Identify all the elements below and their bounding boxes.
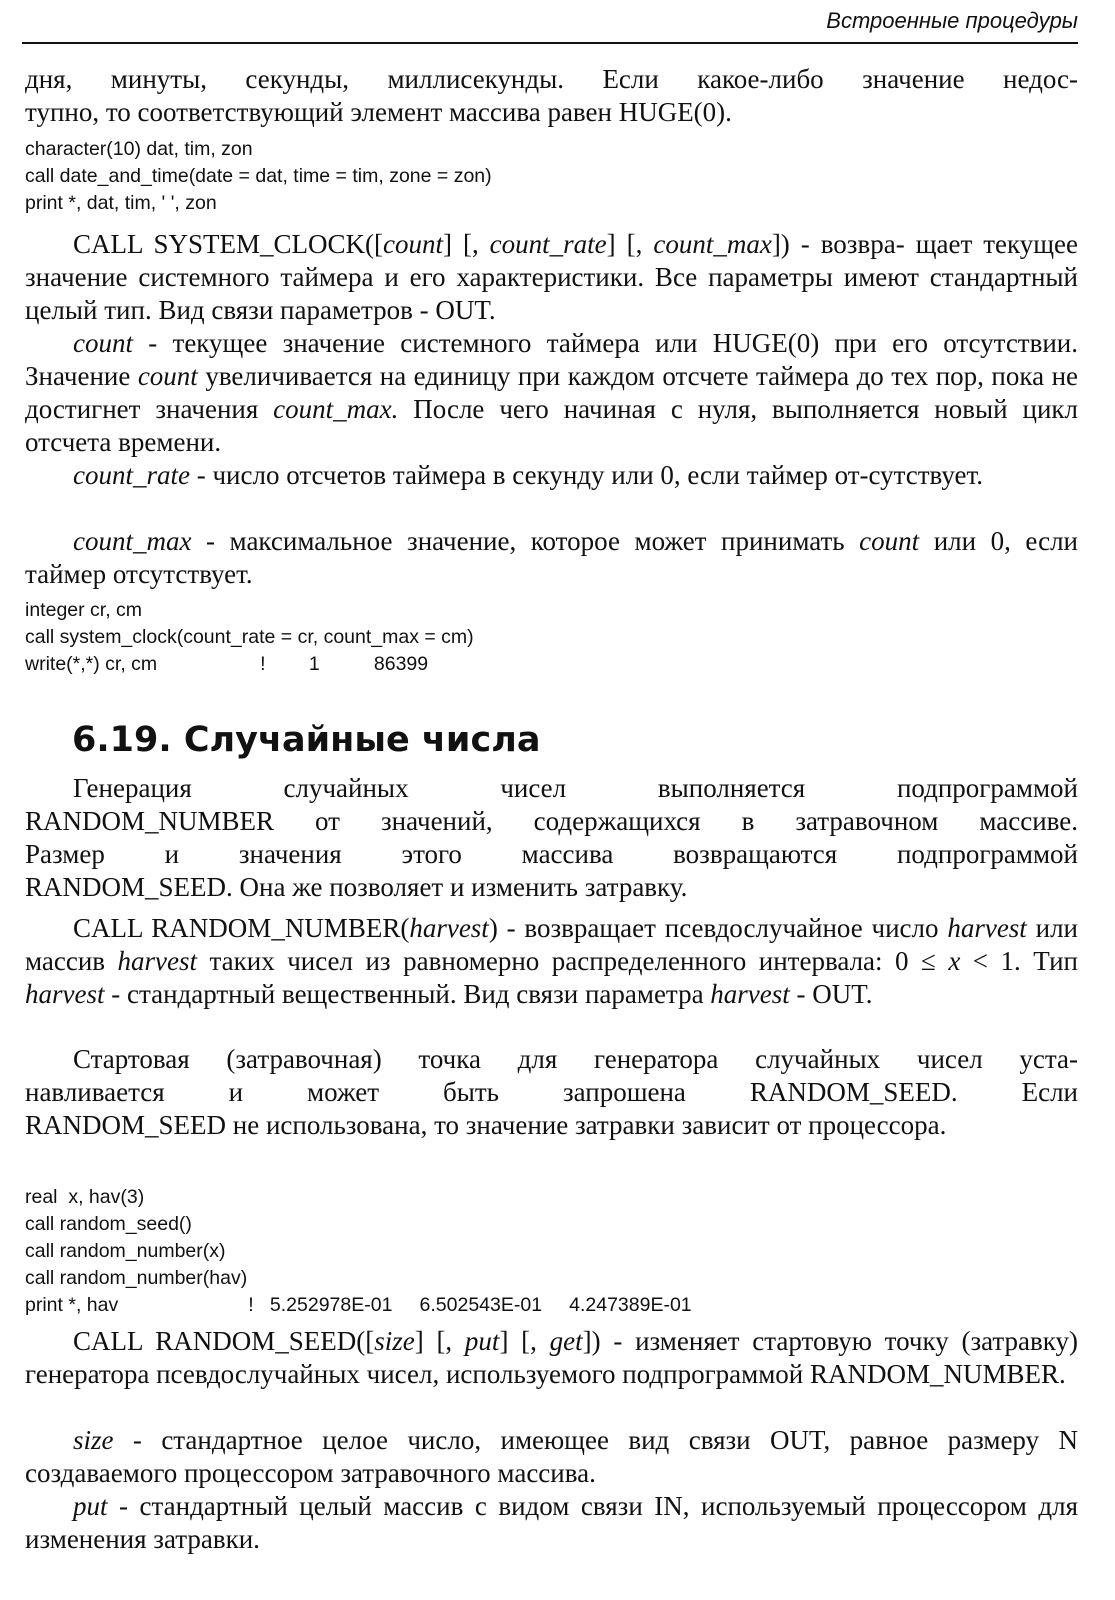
code-line: integer cr, cm xyxy=(25,599,143,621)
section-heading: 6.19. Случайные числа xyxy=(72,720,541,760)
paragraph-count: count - текущее значение системного таймера или HUGE(0) при его отсутствии. Значение count увеличивается на единицу при каждом отсчете таймера до тех пор, пока не достигнет значения count_max. После чего начиная с нуля, выполняется новый цикл отсчета времени. xyxy=(25,328,1078,457)
code-block-random xyxy=(25,1184,692,1319)
code-line: print *, hav ! 5.252978E-01 6.502543E-01 4.247389E-01 xyxy=(25,1294,692,1316)
param-count: count xyxy=(382,229,443,259)
paragraph-put: put - стандартный целый массив с видом связи IN, используемый процессором для изменения затравки. xyxy=(25,1491,1078,1554)
paragraph-size: size - стандартное целое число, имеющее вид связи OUT, равное размеру N создаваемого процессором затравочного массива. xyxy=(25,1425,1078,1488)
paragraph-count-rate: count_rate - число отсчетов таймера в секунду или 0, если таймер от-сутствует. xyxy=(73,460,984,490)
term-count-rate: count_rate xyxy=(73,460,190,490)
term-size: size xyxy=(73,1425,114,1455)
paragraph-random-seed: CALL RANDOM_SEED([size] [, put] [, get]) - изменяет стартовую точку (затравку) генератора псевдослучайных чисел, используемого подпрограммой RANDOM_NUMBER. xyxy=(25,1326,1079,1389)
code-line: call system_clock(count_rate = cr, count_max = cm) xyxy=(25,626,474,648)
paragraph-seed-start: Стартовая (затравочная) точка для генератора случайных чисел уста- навливается и может быть запрошена RANDOM_SEED. Если RANDOM_SEED не использована, то значение затравки зависит от процессора. xyxy=(25,1044,1078,1140)
term-count-max: count_max xyxy=(73,526,192,556)
param-count-max: count_max xyxy=(653,229,772,259)
code-block-date-and-time xyxy=(25,136,492,217)
code-line: call random_number(x) xyxy=(25,1240,226,1262)
intro-line-2: тупно, то соответствующий элемент массива равен HUGE(0). xyxy=(25,97,732,127)
running-header xyxy=(22,6,1078,44)
code-line: real x, hav(3) xyxy=(25,1186,145,1208)
code-line: write(*,*) cr, cm ! 1 86399 xyxy=(25,653,429,675)
code-block-system-clock xyxy=(25,597,474,678)
param-get: get xyxy=(549,1326,583,1356)
code-line: call date_and_time(date = dat, time = tim, zone = zon) xyxy=(25,165,492,187)
paragraph-random-number: CALL RANDOM_NUMBER(harvest) - возвращает псевдослучайное число harvest или массив harvest таких чисел из равномерно распределенного интервала: 0 ≤ x < 1. Тип harvest - стандартный вещественный. Вид связи параметра harvest - OUT. xyxy=(25,913,1078,1009)
code-line: print *, dat, tim, ' ', zon xyxy=(25,192,217,214)
intro-line-1: дня, минуты, секунды, миллисекунды. Если какое-либо значение недос- xyxy=(25,64,1078,94)
term-count: count xyxy=(73,328,133,358)
code-line: call random_seed() xyxy=(25,1213,192,1235)
running-header-title: Встроенные процедуры xyxy=(826,8,1078,33)
paragraph-intro xyxy=(25,63,1078,129)
paragraph-count-max: count_max - максимальное значение, которое может принимать count или 0, если таймер отсутствует. xyxy=(25,526,1078,589)
param-put: put xyxy=(464,1326,500,1356)
param-harvest: harvest xyxy=(409,913,489,943)
code-line: character(10) dat, tim, zon xyxy=(25,138,253,160)
param-size: size xyxy=(374,1326,415,1356)
paragraph-random-intro: Генерация случайных чисел выполняется подпрограммой RANDOM_NUMBER от значений, содержащихся в затравочном массиве. Размер и значения этого массива возвращаются подпрограммой RANDOM_SEED. Она же позволяет и изменить затравку. xyxy=(25,773,1078,902)
term-put: put xyxy=(73,1491,108,1521)
code-line: call random_number(hav) xyxy=(25,1267,248,1289)
paragraph-system-clock: CALL SYSTEM_CLOCK([count] [, count_rate] [, count_max]) - возвра- щает текущее значение системного таймера и его характеристики. Все параметры имеют стандартный целый тип. Вид связи параметров - OUT. xyxy=(25,229,1078,325)
param-count-rate: count_rate xyxy=(489,229,607,259)
